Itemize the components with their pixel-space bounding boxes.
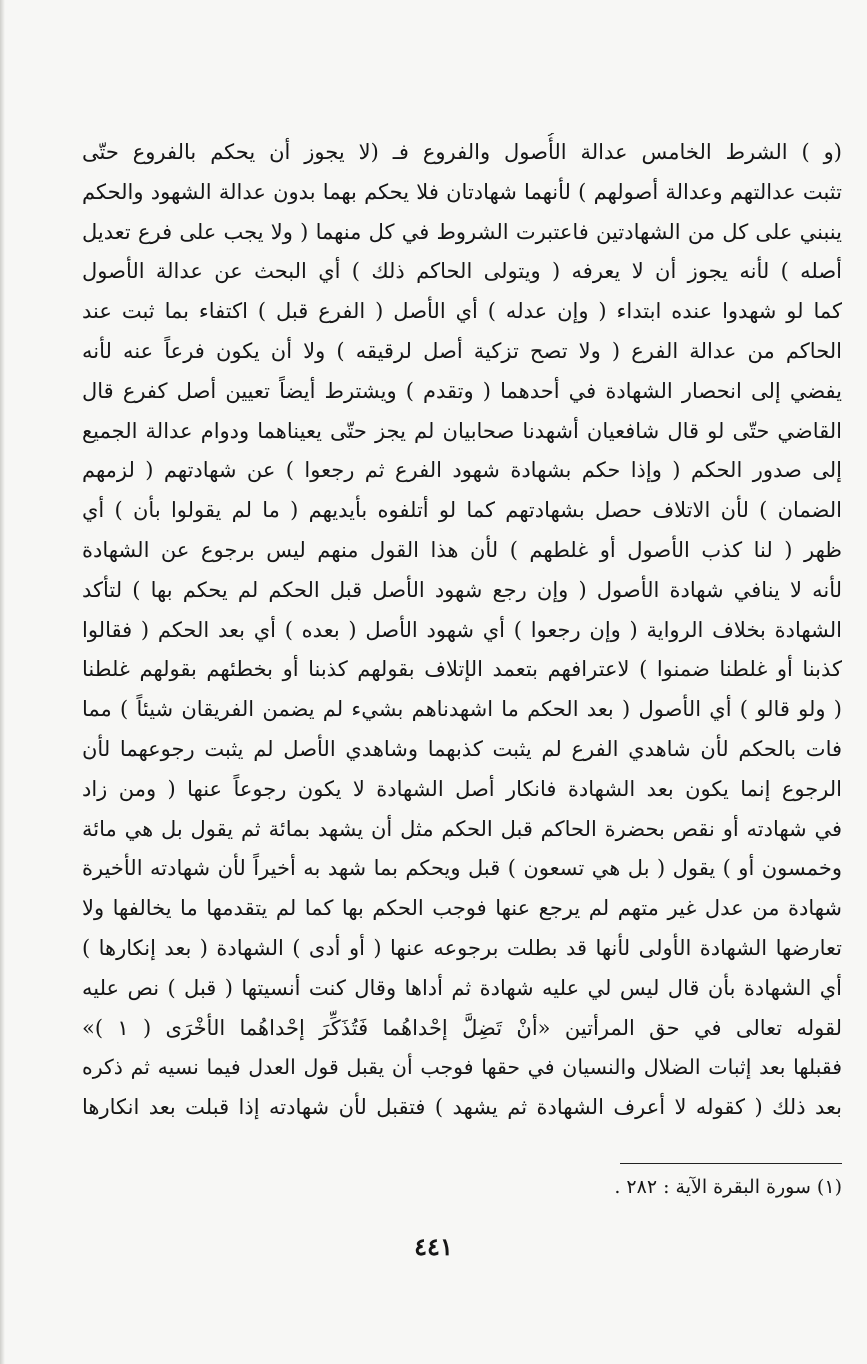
text-line: الحاكم من عدالة الفرع ( ولا تصح تزكية أصل لرقيقه ) ولا أن يكون فرعاً عنه لأنه xyxy=(82,338,842,363)
text-line: بعد ذلك ( كقوله لا أعرف الشهادة ثم يشهد ) فتقبل لأن شهادته إذا قبلت بعد انكارها xyxy=(82,1095,842,1120)
text-line: ( ولو قالو ) أي الأصول ( بعد الحكم ما اشهدناهم بشيء لم يضمن الفريقان شيئاً ) مما xyxy=(82,697,842,722)
text-line: كما لو شهدوا عنده ابتداء ( وإن عدله ) أي الأصل ( الفرع قبل ) اكتفاء بما ثبت عند xyxy=(82,299,842,324)
text-line: يفضي إلى انحصار الشهادة في أحدهما ( وتقدم ) ويشترط أيضاً تعيين أصل كفرع قال xyxy=(82,378,842,403)
text-line: أصله ) لأنه يجوز أن لا يعرفه ( ويتولى الحاكم ذلك ) أي البحث عن عدالة الأصول xyxy=(82,259,842,284)
text-line: الشهادة بخلاف الرواية ( وإن رجعوا ) أي شهود الأصل ( بعده ) أي بعد الحكم ( فقالوا xyxy=(82,617,842,642)
footnote-separator xyxy=(620,1163,842,1164)
text-line: أي الشهادة بأن قال ليس لي عليه شهادة ثم أداها وقال كنت أنسيتها ( قبل ) نص عليه xyxy=(82,975,842,1000)
text-line: الرجوع إنما يكون بعد الشهادة فانكار أصل الشهادة لا يكون رجوعاً عنها ( ومن زاد xyxy=(82,776,842,801)
text-line: ظهر ( لنا كذب الأصول أو غلطهم ) لأن هذا القول منهم ليس برجوع عن الشهادة xyxy=(82,537,842,562)
text-line: الضمان ) لأن الاتلاف حصل بشهادتهم كما لو أتلفوه بأيديهم ( ما لم يقولوا بأن ) أي xyxy=(82,498,842,523)
text-line: القاضي حتّى لو قال شافعيان أشهدنا صحابيان لم يجز حتّى يعيناهما ودوام عدالة الجميع xyxy=(82,418,842,443)
text-line: كذبنا أو غلطنا ضمنوا ) لاعترافهم بتعمد الإتلاف بقولهم كذبنا أو بخطئهم بقولهم غلطنا xyxy=(82,657,842,682)
text-line: تثبت عدالتهم وعدالة أصولهم ) لأنهما شهادتان فلا يحكم بهما بدون عدالة الشهود والحكم xyxy=(82,179,842,204)
text-line: في شهادته أو نقص بحضرة الحاكم قبل الحكم مثل أن يشهد بمائة ثم يقول بل هي مائة xyxy=(82,816,842,841)
text-line: ينبني على كل من الشهادتين فاعتبرت الشروط في كل منهما ( ولا يجب على فرع تعديل xyxy=(82,219,842,244)
binding-edge xyxy=(0,0,5,1364)
text-line: لقوله تعالى في حق المرأتين «أنْ تَضِلَّ إحْداهُما فَتُذَكِّرَ إحْداهُما الأخْرَى ( ١ )» xyxy=(82,1015,842,1040)
text-line: إلى صدور الحكم ( وإذا حكم بشهادة شهود الفرع ثم رجعوا ) عن شهادتهم ( لزمهم xyxy=(82,458,842,483)
text-line: (و ) الشرط الخامس عدالة الأُصول والفروع فـ (لا يجوز أن يحكم بالفروع حتّى xyxy=(82,140,842,164)
body-text xyxy=(82,133,842,1128)
text-line: وخمسون أو ) يقول ( بل هي تسعون ) قبل ويحكم بما شهد به أخيراً لأن شهادته الأخيرة xyxy=(82,856,842,881)
text-line: شهادة من عدل غير متهم لم يرجع عنها فوجب الحكم بها كما لم يتقدمها ما يخالفها ولا xyxy=(82,896,842,921)
page-number: ٤٤١ xyxy=(414,1232,453,1261)
text-line: تعارضها الشهادة الأولى لأنها قد بطلت برجوعه عنها ( أو أدى ) الشهادة ( بعد إنكارها ) xyxy=(82,935,842,960)
text-line: فات بالحكم لأن شاهدي الفرع لم يثبت كذبهما وشاهدي الأصل لم يثبت رجوعهما لأن xyxy=(82,736,842,761)
text-line: فقبلها بعد إثبات الضلال والنسيان في حقها فوجب أن يقبل قول العدل فيما نسيه ثم ذكره xyxy=(82,1055,842,1080)
text-line: لأنه لا ينافي شهادة الأصول ( وإن رجع شهود الأصل قبل الحكم لم يحكم بها ) لتأكد xyxy=(82,577,842,602)
footnote: (١) سورة البقرة الآية : ٢٨٢ . xyxy=(614,1176,842,1198)
